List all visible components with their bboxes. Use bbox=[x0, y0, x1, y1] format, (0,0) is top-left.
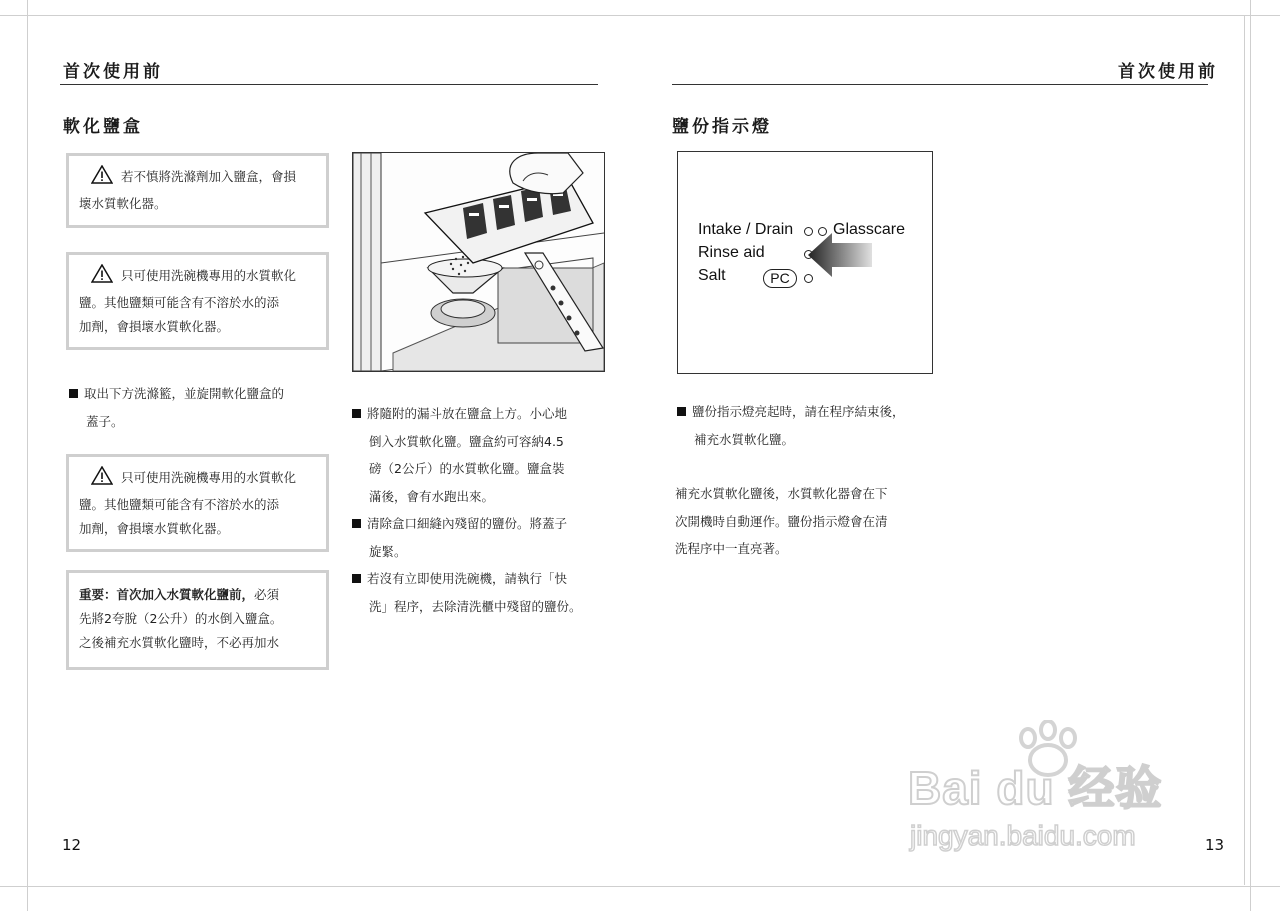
step-text: 清除盒口細縫內殘留的鹽份。將蓋子 bbox=[367, 516, 568, 531]
step-text: 若沒有立即使用洗碗機，請執行「快 bbox=[367, 571, 568, 586]
step-text: 旋緊。 bbox=[369, 543, 407, 559]
bullet-text: 補充水質軟化鹽。 bbox=[694, 431, 795, 447]
important-text: 必須 bbox=[254, 587, 280, 602]
bullet-text: 蓋子。 bbox=[86, 413, 124, 429]
warning-text: 鹽。其他鹽類可能含有不溶於水的添 bbox=[79, 295, 280, 310]
warning-box-salt-1 bbox=[66, 252, 329, 350]
bullet-text: 鹽份指示燈亮起時，請在程序結束後， bbox=[692, 404, 905, 419]
warning-text: 壞水質軟化器。 bbox=[79, 196, 167, 211]
right-section-title: 鹽份指示燈 bbox=[672, 117, 772, 137]
warning-text: 若不慎將洗滌劑加入鹽盒，會損 bbox=[121, 169, 297, 184]
warning-box-detergent bbox=[66, 153, 329, 228]
crop-mark bbox=[0, 886, 1280, 887]
warning-triangle-icon bbox=[91, 466, 113, 493]
right-page-header: 首次使用前 bbox=[1118, 62, 1218, 82]
crop-mark bbox=[1250, 0, 1251, 911]
crop-mark bbox=[1244, 15, 1245, 885]
refill-paragraph bbox=[675, 480, 945, 563]
warning-text: 加劑，會損壞水質軟化器。 bbox=[79, 521, 230, 536]
intake-drain-label: Intake / Drain bbox=[698, 221, 794, 238]
important-note-box bbox=[66, 570, 329, 670]
baidu-watermark bbox=[908, 720, 1208, 860]
warning-text: 只可使用洗碗機專用的水質軟化 bbox=[121, 268, 297, 283]
watermark-brand: Bai du 经验 bbox=[908, 762, 1163, 814]
glasscare-label: Glasscare bbox=[833, 221, 906, 238]
warning-text: 加劑，會損壞水質軟化器。 bbox=[79, 319, 230, 334]
crop-mark bbox=[27, 0, 28, 911]
step-text: 將隨附的漏斗放在鹽盒上方。小心地 bbox=[367, 406, 568, 421]
pc-button: PC bbox=[763, 269, 797, 288]
warning-triangle-icon bbox=[91, 264, 113, 291]
step-text: 倒入水質軟化鹽。鹽盒約可容納4.5 bbox=[369, 433, 564, 449]
bullet-remove-basket bbox=[69, 380, 339, 435]
paragraph-text: 洗程序中一直亮著。 bbox=[675, 541, 788, 556]
paragraph-text: 次開機時自動運作。鹽份指示燈會在清 bbox=[675, 513, 888, 529]
step-text: 滿後，會有水跑出來。 bbox=[369, 488, 495, 504]
bullet-salt-indicator bbox=[677, 398, 947, 453]
left-header-rule bbox=[60, 84, 598, 85]
bullet-square-icon bbox=[352, 409, 361, 418]
left-page-number: 12 bbox=[62, 836, 82, 854]
left-page-header: 首次使用前 bbox=[63, 62, 163, 82]
step-text: 磅（2公斤）的水質軟化鹽。鹽盒裝 bbox=[369, 461, 565, 476]
paragraph-text: 補充水質軟化鹽後，水質軟化器會在下 bbox=[675, 486, 888, 501]
warning-text: 鹽。其他鹽類可能含有不溶於水的添 bbox=[79, 497, 280, 512]
indicator-panel-diagram bbox=[677, 151, 933, 374]
bullet-square-icon bbox=[677, 407, 686, 416]
important-bold-text: 重要：首次加入水質軟化鹽前， bbox=[79, 587, 255, 602]
warning-line bbox=[79, 264, 316, 291]
right-page-number: 13 bbox=[1205, 836, 1225, 854]
step-item bbox=[352, 400, 612, 510]
bullet-square-icon bbox=[352, 574, 361, 583]
salt-label: Salt bbox=[698, 267, 726, 284]
important-text: 先將2夸脫（2公升）的水倒入鹽盒。 bbox=[79, 611, 283, 626]
bullet-square-icon bbox=[69, 389, 78, 398]
left-section-title: 軟化鹽盒 bbox=[63, 117, 143, 137]
step-item bbox=[352, 510, 612, 565]
warning-line bbox=[79, 466, 316, 493]
bullet-text: 取出下方洗滌籃，並旋開軟化鹽盒的 bbox=[84, 386, 285, 401]
important-text: 之後補充水質軟化鹽時，不必再加水 bbox=[79, 635, 280, 650]
salt-filling-illustration bbox=[352, 152, 605, 372]
step-item bbox=[352, 565, 612, 620]
warning-box-salt-2 bbox=[66, 454, 329, 552]
bullet-square-icon bbox=[352, 519, 361, 528]
important-line bbox=[79, 583, 316, 607]
warning-triangle-icon bbox=[91, 165, 113, 192]
warning-text: 只可使用洗碗機專用的水質軟化 bbox=[121, 470, 297, 485]
watermark-url: jingyan.baidu.com bbox=[910, 820, 1136, 851]
rinse-aid-label: Rinse aid bbox=[698, 244, 765, 261]
crop-mark bbox=[0, 15, 1280, 16]
warning-line bbox=[79, 165, 316, 192]
arrow-pointer-icon bbox=[806, 231, 876, 283]
step-text: 洗」程序，去除清洗櫃中殘留的鹽份。 bbox=[369, 598, 582, 614]
step-list bbox=[352, 400, 612, 620]
right-header-rule bbox=[672, 84, 1208, 85]
